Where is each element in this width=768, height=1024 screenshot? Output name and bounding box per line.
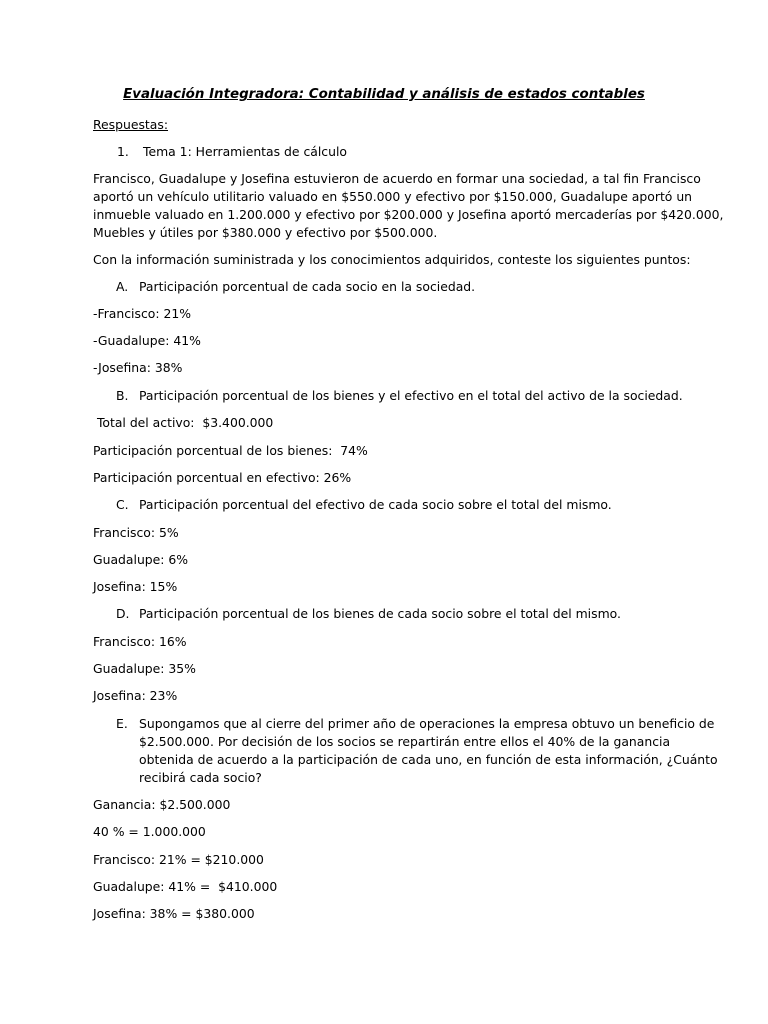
- item-b-text: Participación porcentual de los bienes y el efectivo en el total del activo de la sociedad.: [139, 388, 683, 403]
- enunciado-paragraph: [93, 170, 724, 242]
- answer-line: Guadalupe: 35%: [93, 661, 196, 676]
- answer-line: Total del activo: $3.400.000: [93, 415, 274, 430]
- item-e-text: [139, 715, 718, 787]
- answer-line: Francisco: 21% = $210.000: [93, 852, 264, 867]
- item-e-line: Supongamos que al cierre del primer año de operaciones la empresa obtuvo un beneficio de: [139, 716, 715, 731]
- answer-line: Participación porcentual de los bienes: 74%: [93, 443, 368, 458]
- answer-line: Francisco: 16%: [93, 634, 187, 649]
- item-d-letter: D.: [116, 606, 130, 621]
- answer-line: Guadalupe: 41% = $410.000: [93, 879, 278, 894]
- item-e-line: recibirá cada socio?: [139, 770, 262, 785]
- item-e-line: obtenida de acuerdo a la participación de cada uno, en función de esta información, ¿Cuánto: [139, 752, 718, 767]
- item-c-letter: C.: [116, 497, 129, 512]
- answer-line: Participación porcentual en efectivo: 26%: [93, 470, 352, 485]
- answer-line: -Guadalupe: 41%: [93, 333, 201, 348]
- answer-line: Josefina: 15%: [93, 579, 178, 594]
- respuestas-heading: Respuestas:: [93, 117, 169, 132]
- answer-line: -Francisco: 21%: [93, 306, 191, 321]
- enunciado-line: Muebles y útiles por $380.000 y efectivo por $500.000.: [93, 225, 438, 240]
- consigna-text: Con la información suministrada y los conocimientos adquiridos, conteste los siguientes puntos:: [93, 252, 691, 267]
- answer-line: 40 % = 1.000.000: [93, 824, 206, 839]
- item-e-letter: E.: [116, 716, 128, 731]
- item-c-text: Participación porcentual del efectivo de cada socio sobre el total del mismo.: [139, 497, 612, 512]
- item-a-text: Participación porcentual de cada socio en la sociedad.: [139, 279, 476, 294]
- answer-line: Guadalupe: 6%: [93, 552, 189, 567]
- item-b-letter: B.: [116, 388, 129, 403]
- enunciado-line: inmueble valuado en 1.200.000 y efectivo por $200.000 y Josefina aportó mercaderías por $420.000,: [93, 207, 724, 222]
- document-title: Evaluación Integradora: Contabilidad y análisis de estados contables: [123, 87, 645, 102]
- tema-label: Tema 1: Herramientas de cálculo: [143, 144, 347, 159]
- answer-line: Francisco: 5%: [93, 525, 179, 540]
- answer-line: -Josefina: 38%: [93, 360, 183, 375]
- answer-line: Josefina: 38% = $380.000: [93, 906, 255, 921]
- enunciado-line: Francisco, Guadalupe y Josefina estuvieron de acuerdo en formar una sociedad, a tal fin Francisco: [93, 171, 701, 186]
- tema-number: 1.: [117, 144, 129, 159]
- item-e-line: $2.500.000. Por decisión de los socios se repartirán entre ellos el 40% de la ganancia: [139, 734, 671, 749]
- item-a-letter: A.: [116, 279, 129, 294]
- enunciado-line: aportó un vehículo utilitario valuado en $550.000 y efectivo por $150.000, Guadalupe aportó un: [93, 189, 693, 204]
- item-d-text: Participación porcentual de los bienes de cada socio sobre el total del mismo.: [139, 606, 621, 621]
- answer-line: Ganancia: $2.500.000: [93, 797, 231, 812]
- answer-line: Josefina: 23%: [93, 688, 178, 703]
